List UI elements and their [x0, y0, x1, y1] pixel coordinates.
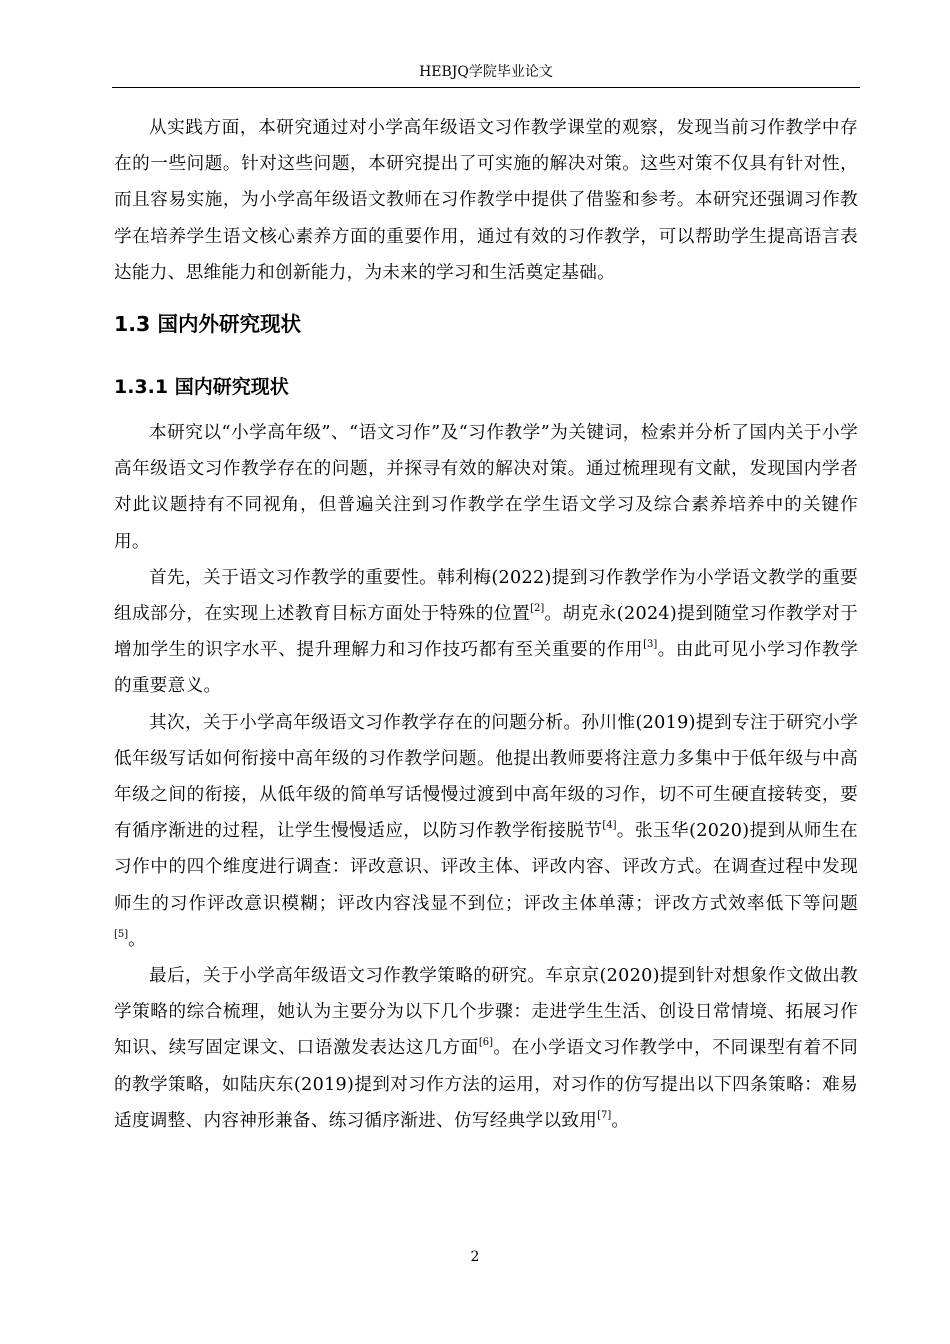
page-number: 2	[470, 1249, 480, 1265]
paragraph-importance	[114, 560, 858, 705]
paragraph-strategies	[114, 958, 858, 1139]
citation-2: [2]	[530, 603, 545, 615]
citation-7: [7]	[597, 1109, 612, 1121]
text-segment: 。	[128, 929, 147, 950]
page-body	[114, 110, 858, 1139]
text-segment: 。张玉华(2020)提到从师生在习作中的四个维度进行调查：评改意识、评改主体、评改内容、评改方式。在调查过程中发现师生的习作评改意识模糊；评改内容浅显不到位；评改主体单薄；评改方式效率低下等问题	[114, 821, 858, 914]
section-heading: 1.3 国内外研究现状	[114, 312, 301, 337]
citation-5: [5]	[114, 928, 129, 940]
citation-3: [3]	[643, 639, 658, 651]
citation-4: [4]	[602, 820, 617, 832]
page-header: HEBJQ学院毕业论文	[419, 64, 553, 80]
paragraph-practice: 从实践方面，本研究通过对小学高年级语文习作教学课堂的观察，发现当前习作教学中存在的一些问题。针对这些问题，本研究提出了可实施的解决对策。这些对策不仅具有针对性，而且容易实施，为小学高年级语文教师在习作教学中提供了借鉴和参考。本研究还强调习作教学在培养学生语文核心素养方面的重要作用，通过有效的习作教学，可以帮助学生提高语言表达能力、思维能力和创新能力，为未来的学习和生活奠定基础。	[114, 118, 858, 283]
text-segment: 。由此可见小学习作教学的重要意义。	[114, 640, 858, 697]
header-rule	[112, 87, 860, 88]
citation-6: [6]	[478, 1037, 494, 1049]
paragraph-intro: 本研究以“小学高年级”、“语文习作”及“习作教学”为关键词，检索并分析了国内关于小学高年级语文习作教学存在的问题，并探寻有效的解决对策。通过梳理现有文献，发现国内学者对此议题持有不同视角，但普遍关注到习作教学在学生语文学习及综合素养培养中的关键作用。	[114, 423, 858, 552]
text-segment: 其次，关于小学高年级语文习作教学存在的问题分析。孙川惟(2019)提到专注于研究小学低年级写话如何衔接中高年级的习作教学问题。他提出教师要将注意力多集中于低年级与中高年级之间的衔接，从低年级的简单写话慢慢过渡到中高年级的习作，切不可生硬直接转变，要有循序渐进的过程，让学生慢慢适应，以防习作教学衔接脱节	[114, 712, 858, 842]
text-segment: 。在小学语文习作教学中，不同课型有着不同的教学策略，如陆庆东(2019)提到对习作方法的运用，对习作的仿写提出以下四条策略：难易适度调整、内容神形兼备、练习循序渐进、仿写经典学以致用	[114, 1038, 858, 1131]
text-segment: 。胡克永(2024)提到随堂习作教学对于增加学生的识字水平、提升理解力和习作技巧都有至关重要的作用	[114, 604, 858, 661]
text-segment: 最后，关于小学高年级语文习作教学策略的研究。车京京(2020)提到针对想象作文做出教学策略的综合梳理，她认为主要分为以下几个步骤：走进学生生活、创设日常情境、拓展习作知识、续写固定课文、口语激发表达这几方面	[114, 966, 858, 1059]
subsection-heading: 1.3.1 国内研究现状	[114, 376, 289, 399]
text-segment: 。	[611, 1110, 630, 1131]
paragraph-problems	[114, 705, 858, 958]
text-segment: 首先，关于语文习作教学的重要性。韩利梅(2022)提到习作教学作为小学语文教学的重要组成部分，在实现上述教育目标方面处于特殊的位置	[114, 567, 858, 625]
